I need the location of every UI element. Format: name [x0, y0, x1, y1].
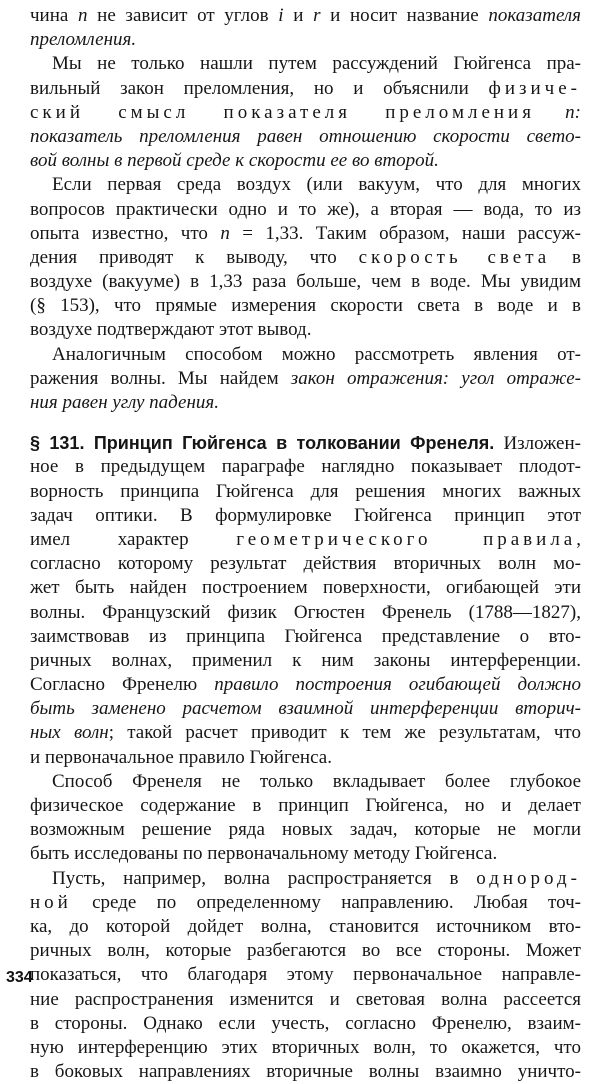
text-line: Если первая среда воздух (или вакуум, что для многих: [52, 174, 581, 196]
text-line: в боковых направлениях вторичные волны взаимно уничто-: [30, 1061, 581, 1083]
text-line: в стороны. Однако если учесть, согласно Френелю, взаим-: [30, 1012, 581, 1034]
text-line: возможным решение ряда новых задач, которые не могли: [30, 819, 581, 841]
text-line: ричных волн, которые разбегаются во все стороны. Может: [30, 940, 581, 962]
section-heading: § 131. Принцип Гюйгенса в толковании Френеля.: [30, 433, 495, 454]
text-line: преломления.: [30, 29, 137, 51]
text-line: быть исследованы по первоначальному методу Гюйгенса.: [30, 843, 498, 865]
paragraph-fresnel-method: [30, 770, 581, 867]
text-line: жет быть найден построением поверхности, огибающей эти: [30, 577, 581, 599]
text-line: ражения волны. Мы найдем закон отражения: угол отраже-: [30, 367, 581, 389]
paragraph-reflection: [30, 343, 581, 416]
text-line: дения приводят к выводу, что скорость света в: [30, 246, 581, 268]
text-line: ворность принципа Гюйгенса для решения многих важных: [30, 480, 581, 502]
text-line: волны. Французский физик Огюстен Френель (1788—1827),: [30, 601, 581, 623]
paragraph-physical-meaning: [30, 52, 581, 173]
text-line: вой волны в первой среде к скорости ее во второй.: [30, 150, 439, 172]
text-line: ричных волнах, применил к ним законы интерференции.: [30, 649, 581, 671]
text-line: заимствовав из принципа Гюйгенса представление о вто-: [30, 625, 581, 647]
text-line: и первоначальное правило Гюйгенса.: [30, 746, 332, 768]
text-line: показаться, что благодаря этому первоначальное направле-: [30, 964, 581, 986]
text-line: ния равен углу падения.: [30, 392, 219, 413]
text-line: Мы не только нашли путем рассуждений Гюйгенса пра-: [52, 53, 581, 75]
text-line: чина n не зависит от углов i и r и носит название показателя: [30, 5, 581, 26]
text-line: показатель преломления равен отношению скорости свето-: [30, 125, 581, 147]
section-gap: [30, 415, 581, 431]
text-line: (§ 153), что прямые измерения скорости света в воде и в: [30, 295, 581, 317]
text-line: воздухе подтверждают этот вывод.: [30, 319, 312, 341]
text-line: ное в предыдущем параграфе наглядно показывает плодот-: [30, 456, 581, 478]
text-line: задач оптики. В формулировке Гюйгенса принцип этот: [30, 504, 581, 526]
section-131: [30, 431, 581, 770]
section-heading-line: § 131. Принцип Гюйгенса в толковании Френеля. Изложен-: [30, 433, 581, 455]
paragraph-example: [30, 867, 581, 1084]
text-line: опыта известно, что n = 1,33. Таким образом, наши рассуж-: [30, 222, 581, 244]
paragraph-air-water: [30, 173, 581, 342]
page-number: 334: [6, 969, 33, 986]
text-line: вопросов практически одно и то же), а вторая — вода, то из: [30, 198, 581, 220]
text-line: Согласно Френелю правило построения огибающей должно: [30, 674, 581, 696]
text-line: ка, до которой дойдет волна, становится источником вто-: [30, 915, 581, 937]
text-line: ных волн; такой расчет приводит к тем же результатам, что: [30, 722, 581, 744]
text-line: Пусть, например, волна распространяется в однород-: [52, 867, 581, 889]
text-line: Способ Френеля не только вкладывает более глубокое: [52, 770, 581, 792]
text-line: вильный закон преломления, но и объяснили физиче-: [30, 77, 581, 99]
paragraph-refraction-end: [30, 4, 581, 52]
text-line: воздухе (вакууме) в 1,33 раза больше, чем в воде. Мы увидим: [30, 271, 581, 293]
text-line: имел характер геометрического правила,: [30, 528, 581, 550]
text-line: ние распространения изменится и световая волна рассеется: [30, 988, 581, 1010]
text-line: ский смысл показателя преломления n:: [30, 101, 581, 123]
text-line: Аналогичным способом можно рассмотреть явления от-: [52, 343, 581, 365]
text-line: быть заменено расчетом взаимной интерференции вторич-: [30, 698, 581, 720]
text-line: физическое содержание в принцип Гюйгенса, но и делает: [30, 795, 581, 816]
text-line: согласно которому результат действия вторичных волн мо-: [30, 553, 581, 575]
text-line: ную интерференцию этих вторичных волн, то окажется, что: [30, 1036, 581, 1058]
text-line: ной среде по определенному направлению. Любая точ-: [30, 891, 581, 913]
